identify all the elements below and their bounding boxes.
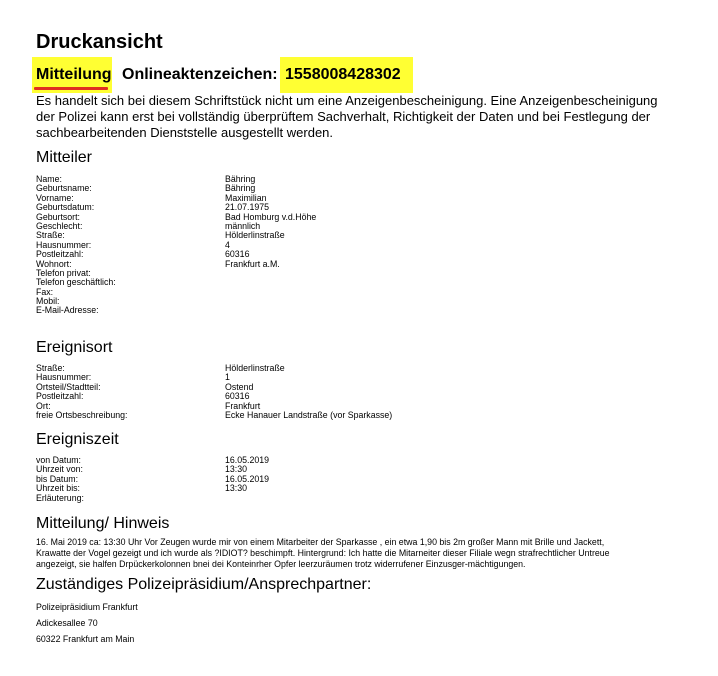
field-label: Name: [36,174,62,184]
field-label: Postleitzahl: [36,249,84,260]
field-row [36,383,706,392]
hinweis-line: Krawatte der Vogel gezeigt und ich wurde als ?IDIOT? beschimpft. Hintergrund: Ich hatte die Mitarneiter dieser Filiale wegn strafrechtlicher Untreue [36,548,610,558]
field-label: Fax: [36,286,54,297]
notice-line: Es handelt sich bei diesem Schriftstück nicht um eine Anzeigenbescheinigung. Eine Anzeigenbescheinigung [36,93,658,108]
ereignisort-fields [36,364,706,420]
hinweis-line: 16. Mai 2019 ca: 13:30 Uhr Vor Zeugen wurde mir von einem Mitarbeiter der Sparkasse , ein etwa 1,90 bis 2m großer Mann mit Brille und Jackett, [36,537,605,547]
field-value: Frankfurt a.M. [225,258,280,269]
field-label: Ortsteil/Stadtteil: [36,381,101,392]
disclaimer-notice [36,93,706,141]
field-row [36,241,706,250]
section-heading-ereigniszeit: Ereigniszeit [36,431,119,448]
field-row [36,494,706,503]
section-heading-zustaendig: Zuständiges Polizeipräsidium/Ansprechpartner: [36,576,372,593]
field-value: Ecke Hanauer Landstraße (vor Sparkasse) [225,409,393,420]
field-row [36,231,706,240]
field-label: freie Ortsbeschreibung: [36,409,128,420]
field-value: Bähring [225,183,256,194]
field-label: Erläuterung: [36,492,84,503]
field-label: Geburtsname: [36,183,92,194]
field-label: Hausnummer: [36,239,92,250]
field-label: von Datum: [36,455,81,465]
field-label: Straße: [36,230,65,241]
field-row [36,297,706,306]
section-heading-ereignisort: Ereignisort [36,339,113,356]
field-value: Bad Homburg v.d.Höhe [225,211,317,222]
field-row [36,278,706,287]
field-label: Postleitzahl: [36,391,84,402]
notice-line: der Polizei kann erst bei vollständig überprüftem Sachverhalt, Richtigkeit der Daten und bei Festlegung der [36,109,651,124]
field-row [36,475,706,484]
field-label: Uhrzeit bis: [36,483,80,494]
field-row [36,203,706,212]
field-label: Telefon geschäftlich: [36,277,116,288]
address-line: 60322 Frankfurt am Main [36,634,135,644]
aktenzeichen-label: Onlineaktenzeichen: [122,66,278,83]
field-value: Frankfurt [225,400,261,411]
field-label: Wohnort: [36,258,72,269]
field-label: bis Datum: [36,473,79,484]
field-value: 60316 [225,391,250,402]
field-value: 21.07.1975 [225,202,270,213]
section-heading-hinweis: Mitteilung/ Hinweis [36,515,170,532]
field-row [36,364,706,373]
field-label: Straße: [36,363,65,373]
field-row [36,194,706,203]
field-value: 16.05.2019 [225,473,270,484]
field-row [36,373,706,382]
hinweis-line: angezeigt, sie halfen Drpückerkolonnen bnei dei Konteinrher Opfer leerzuräumen trotz widerrufener Einzusger-mächtigungen. [36,559,526,569]
field-label: Geburtsort: [36,211,81,222]
field-row [36,184,706,193]
field-value: 1 [225,372,230,383]
aktenzeichen-number: 1558008428302 [285,66,401,83]
field-row [36,484,706,493]
field-row [36,306,706,315]
field-value: 60316 [225,249,250,260]
mitteiler-fields [36,175,706,316]
field-row [36,411,706,420]
field-row [36,465,706,474]
field-value: männlich [225,220,261,231]
field-value: Bähring [225,174,256,184]
field-row [36,250,706,259]
field-value: Hölderlinstraße [225,363,285,373]
field-label: Telefon privat: [36,267,91,278]
field-label: Mobil: [36,296,60,307]
page-title: Druckansicht [36,31,163,53]
field-label: Ort: [36,400,51,411]
field-row [36,456,706,465]
field-row [36,269,706,278]
field-row [36,260,706,269]
field-row [36,288,706,297]
field-value: 4 [225,239,230,250]
address-line: Adickesallee 70 [36,618,98,628]
field-label: Geschlecht: [36,220,83,231]
spellcheck-underline [34,87,108,90]
notice-line: sachbearbeitenden Dienststelle ausgestellt werden. [36,125,334,140]
document-type: Mitteilung [36,66,112,83]
field-row [36,222,706,231]
field-label: Geburtsdatum: [36,202,95,213]
field-label: E-Mail-Adresse: [36,305,99,316]
field-value: Ostend [225,381,254,392]
field-label: Vorname: [36,192,74,203]
field-row [36,392,706,401]
field-label: Uhrzeit von: [36,464,83,475]
field-value: 16.05.2019 [225,455,270,465]
field-value: 13:30 [225,483,248,494]
field-value: Hölderlinstraße [225,230,285,241]
field-label: Hausnummer: [36,372,92,383]
field-value: 13:30 [225,464,248,475]
field-row [36,175,706,184]
ereigniszeit-fields [36,456,706,503]
field-row [36,213,706,222]
field-value: Maximilian [225,192,267,203]
section-heading-mitteiler: Mitteiler [36,149,93,166]
address-line: Polizeipräsidium Frankfurt [36,602,138,612]
hinweis-text [36,537,706,570]
